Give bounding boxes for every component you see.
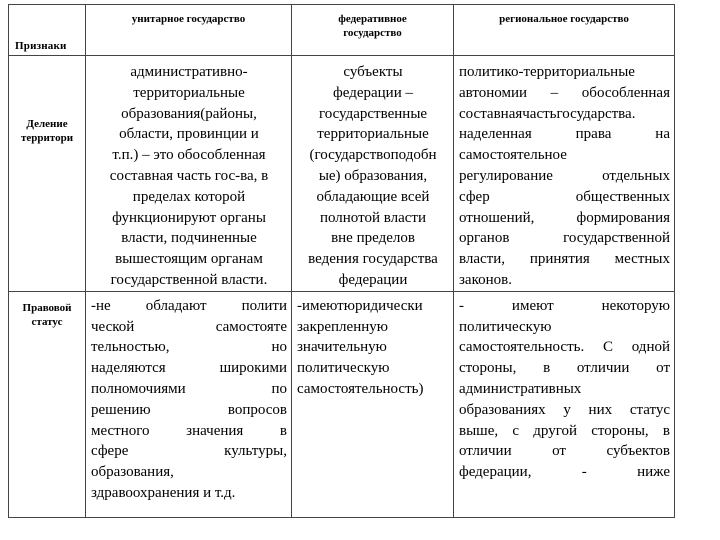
cell-line: обладающие всей	[316, 188, 430, 205]
cell-line: наделяются широкими	[91, 360, 287, 377]
header-features-label: Признаки	[15, 40, 67, 52]
feature-legal-status-line1: Правовой	[22, 301, 72, 314]
cell-line: административных	[459, 380, 582, 397]
feature-territory-line2: территори	[20, 132, 74, 144]
cell-legal-federal	[292, 291, 454, 517]
cell-line: т.п.) – это обособленная	[112, 147, 266, 164]
header-unitary: унитарное государство	[86, 5, 292, 56]
cell-line: политико-территориальные	[459, 64, 635, 80]
cell-line: автономии – обособленная	[459, 84, 670, 101]
cell-line: закрепленную	[297, 318, 388, 335]
cell-line: политическую	[459, 318, 552, 335]
cell-line: сфер общественных	[459, 188, 670, 205]
cell-line: государственные	[318, 105, 428, 122]
cell-line: ведения государства	[308, 251, 438, 268]
cell-line: образования,	[91, 464, 174, 481]
table-row-legal-status	[9, 291, 675, 517]
cell-line: тельностью, но	[91, 339, 287, 356]
cell-line: вышестоящим органам	[115, 251, 263, 268]
header-row	[9, 5, 675, 56]
header-regional: региональное государство	[454, 5, 675, 56]
cell-line: сфере культуры,	[91, 443, 287, 460]
cell-line: власти, принятия местных	[459, 251, 670, 268]
cell-line: составная часть гос-ва, в	[109, 167, 269, 184]
cell-line: власти, подчиненные	[121, 230, 257, 247]
cell-line: субъекты	[343, 64, 403, 80]
cell-line: образования(районы,	[121, 105, 257, 122]
cell-line: решению вопросов	[91, 401, 287, 418]
cell-line: федерации	[338, 271, 408, 288]
cell-line: административно-	[130, 64, 248, 80]
header-federal	[292, 5, 454, 56]
cell-line: - имеют некоторую	[459, 297, 670, 314]
cell-line: наделенная права на	[459, 126, 670, 143]
cell-line: территориальные	[133, 84, 245, 101]
cell-line: выше, с другой стороны, в	[459, 422, 670, 439]
feature-territory	[9, 56, 86, 292]
cell-line: функционируют органы	[112, 209, 266, 226]
cell-line: самостоятельное	[459, 147, 567, 164]
cell-line: вне пределов	[331, 230, 415, 247]
cell-line: политическую	[297, 360, 390, 377]
cell-territory-regional	[454, 56, 675, 292]
cell-line: стороны, в отличии от	[459, 360, 670, 377]
cell-line: законов.	[459, 271, 512, 288]
header-features-cell	[9, 5, 86, 56]
cell-line: местного значения в	[91, 422, 287, 439]
cell-line: пределах которой	[132, 188, 246, 205]
cell-line: полномочиями по	[91, 380, 287, 397]
cell-line: федерации, - ниже	[459, 464, 670, 481]
cell-territory-federal	[292, 56, 454, 292]
cell-line: территориальные	[317, 126, 429, 143]
cell-territory-unitary	[86, 56, 292, 292]
cell-line: ые) образования,	[318, 167, 428, 184]
cell-line: отношений, формирования	[459, 209, 670, 226]
feature-legal-status	[9, 291, 86, 517]
cell-line: -не обладают полити	[91, 297, 287, 314]
cell-line: федерации –	[333, 84, 413, 101]
cell-line: -имеютюридически	[297, 297, 423, 314]
feature-legal-status-line2: статус	[31, 315, 63, 328]
cell-line: самостоятельность. С одной	[459, 339, 670, 356]
cell-line: полнотой власти	[319, 209, 427, 226]
cell-line: значительную	[297, 339, 387, 356]
feature-territory-line1: Деление	[26, 118, 68, 130]
cell-line: образованиях у них статус	[459, 401, 670, 418]
header-federal-line1: федеративное	[338, 13, 407, 25]
cell-line: составнаячастьгосударства.	[459, 105, 636, 122]
cell-line: регулирование отдельных	[459, 167, 670, 184]
cell-line: ческой самостояте	[91, 318, 287, 335]
header-federal-line2: государство	[343, 27, 402, 39]
cell-line: государственной власти.	[110, 271, 268, 288]
cell-legal-regional	[454, 291, 675, 517]
cell-line: органов государственной	[459, 230, 670, 247]
table-row-territory	[9, 56, 675, 292]
cell-line: отличии от субъектов	[459, 443, 670, 460]
cell-line: (государствоподобн	[309, 147, 437, 164]
cell-line: здравоохранения и т.д.	[91, 484, 236, 501]
cell-line: области, провинции и	[119, 126, 259, 143]
comparison-table	[8, 4, 675, 518]
cell-line: самостоятельность)	[297, 380, 424, 397]
cell-legal-unitary	[86, 291, 292, 517]
